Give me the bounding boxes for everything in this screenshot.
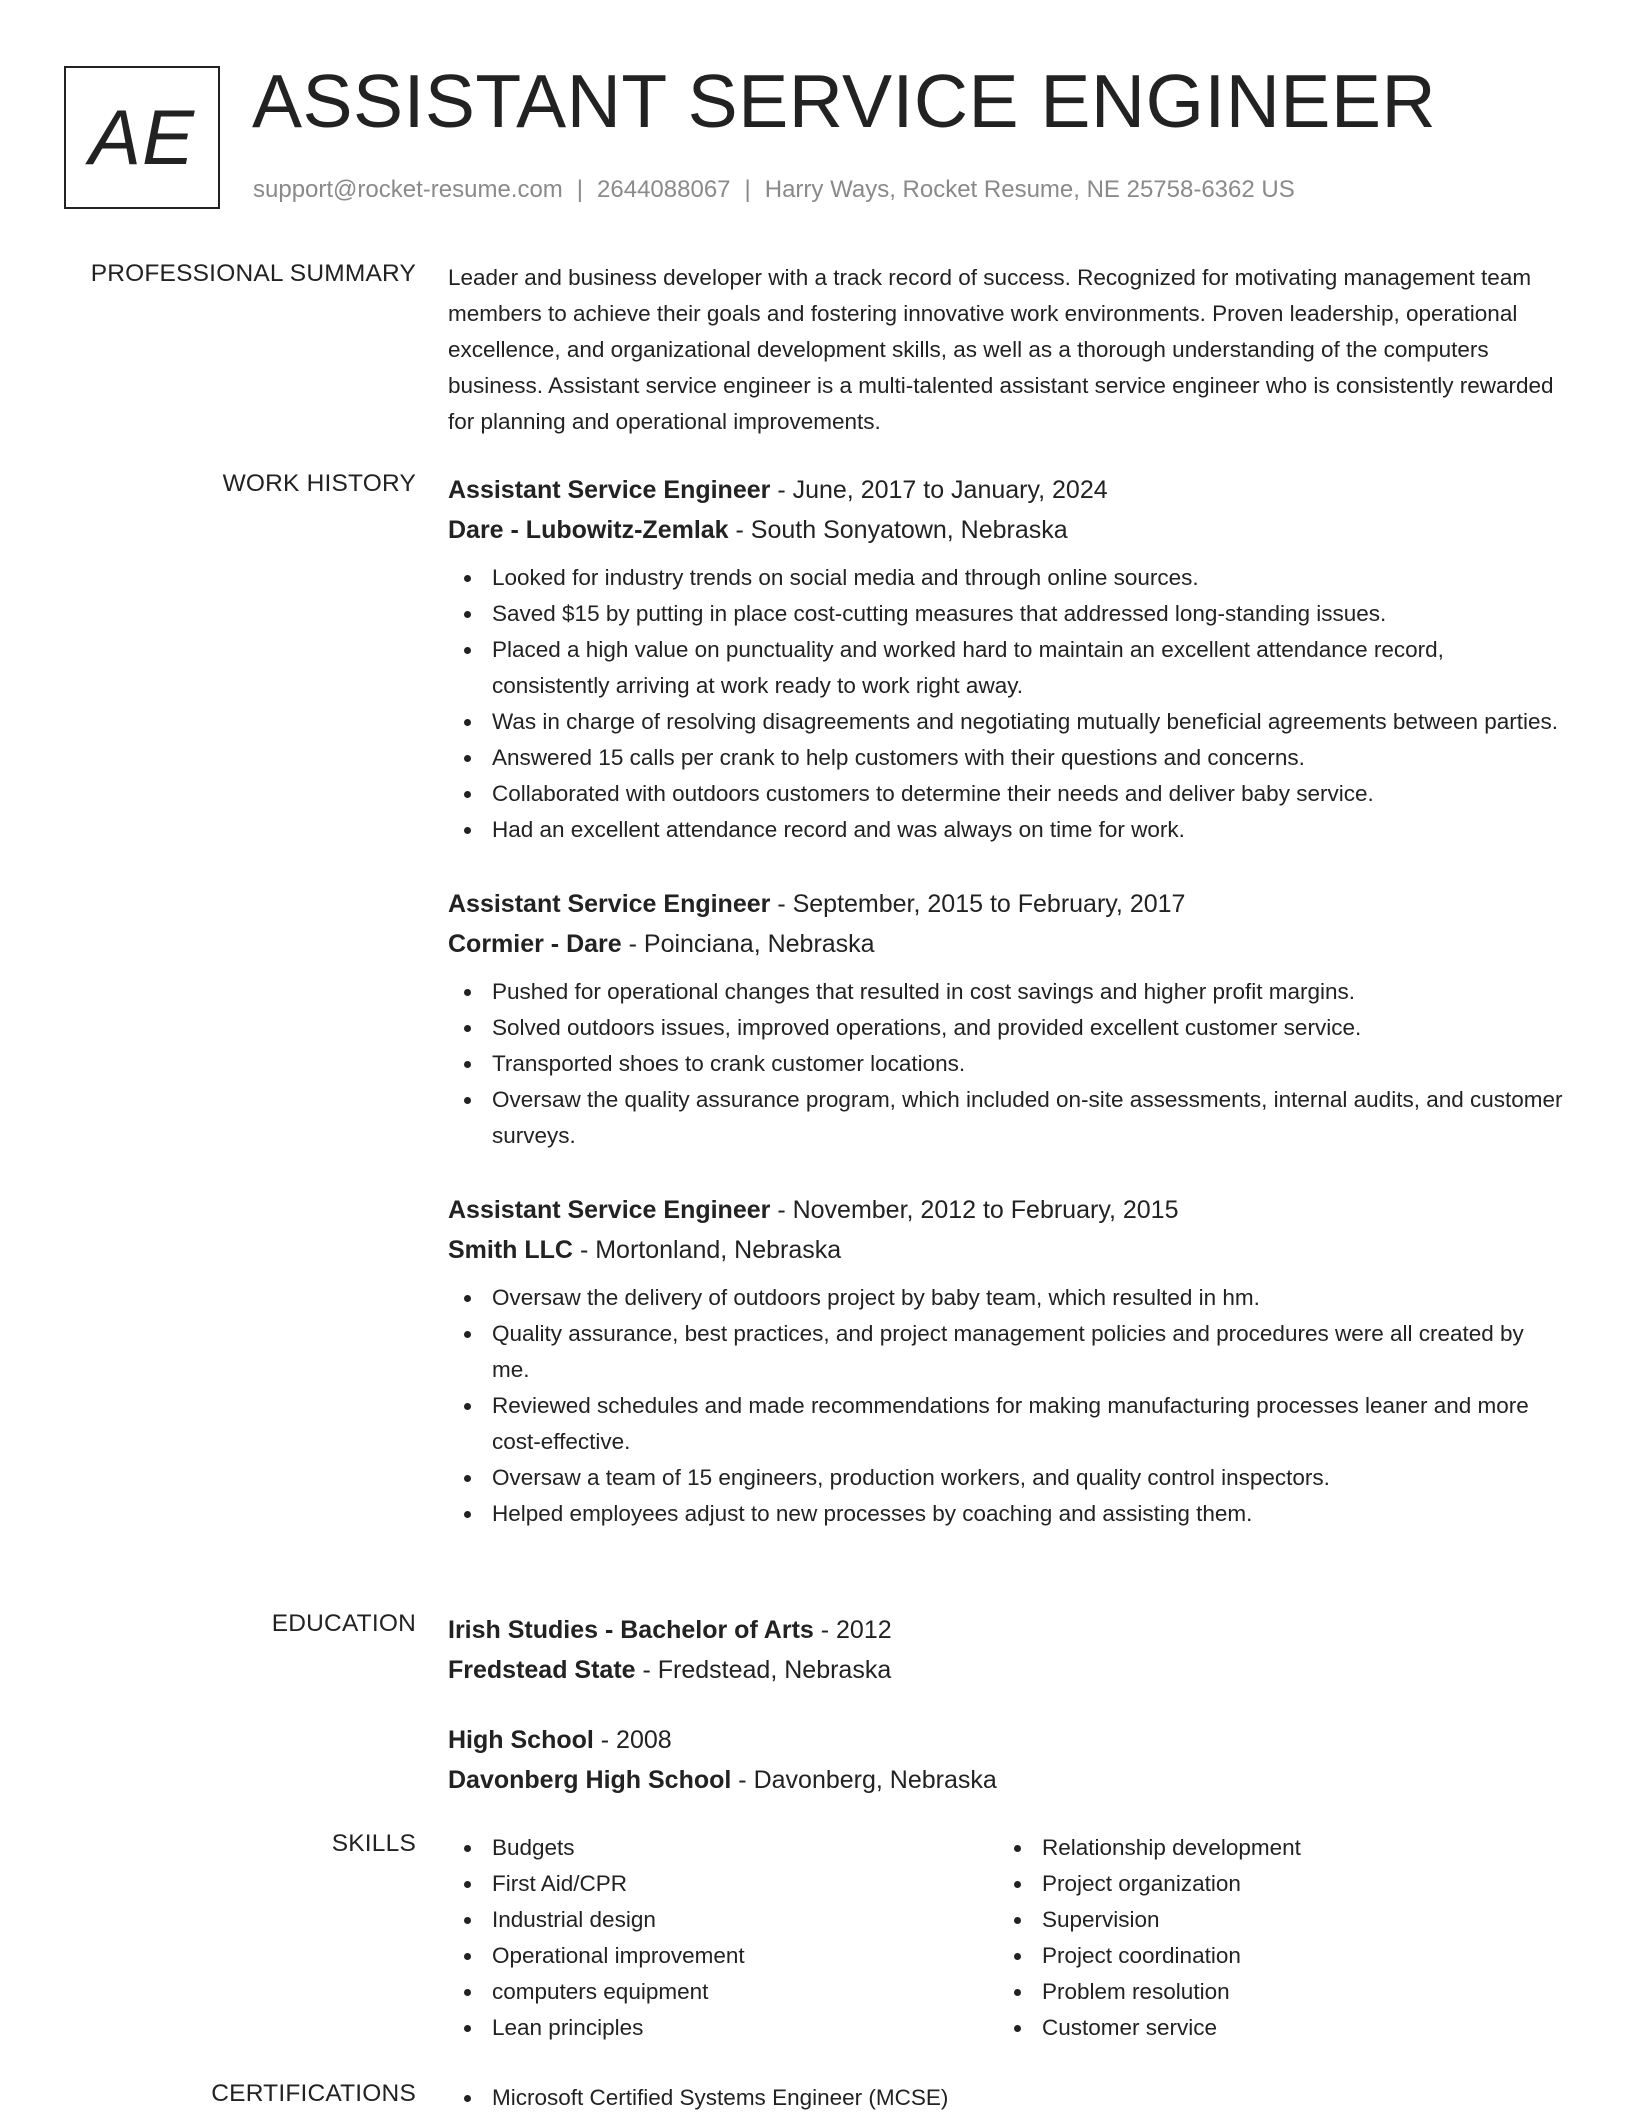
section-label-summary: PROFESSIONAL SUMMARY xyxy=(90,260,416,287)
education-heading xyxy=(448,1720,1566,1760)
skill-item: computers equipment xyxy=(448,1974,998,2010)
job-bullet: Looked for industry trends on social media and through online sources. xyxy=(448,560,1566,596)
job-company: Cormier - Dare xyxy=(448,930,622,958)
job-bullets xyxy=(448,974,1566,1154)
job-bullet: Transported shoes to crank customer locations. xyxy=(448,1046,1566,1082)
job-bullet: Oversaw the delivery of outdoors project by baby team, which resulted in hm. xyxy=(448,1280,1566,1316)
job-bullet: Pushed for operational changes that resulted in cost savings and higher profit margins. xyxy=(448,974,1566,1010)
education-entry xyxy=(448,1720,1566,1800)
resume-title: ASSISTANT SERVICE ENGINEER xyxy=(252,59,1437,143)
job-heading xyxy=(448,884,1566,924)
job-employer xyxy=(448,1230,1566,1270)
job-title: Assistant Service Engineer xyxy=(448,476,771,504)
skills-list-left xyxy=(448,1830,998,2046)
skill-item: Project organization xyxy=(998,1866,1548,1902)
job-bullet: Placed a high value on punctuality and worked hard to maintain an excellent attendance record, consistently arriving at work ready to work right away. xyxy=(448,632,1566,704)
skills-columns xyxy=(448,1830,1566,2046)
job-bullet: Saved $15 by putting in place cost-cutting measures that addressed long-standing issues. xyxy=(448,596,1566,632)
job-employer xyxy=(448,924,1566,964)
job-bullet: Had an excellent attendance record and was always on time for work. xyxy=(448,812,1566,848)
skill-item: Industrial design xyxy=(448,1902,998,1938)
skill-item: Operational improvement xyxy=(448,1938,998,1974)
education-institution xyxy=(448,1760,1566,1800)
job-entry xyxy=(448,884,1566,1154)
job-title: Assistant Service Engineer xyxy=(448,1196,771,1224)
job-bullet: Solved outdoors issues, improved operations, and provided excellent customer service. xyxy=(448,1010,1566,1046)
skill-item: Project coordination xyxy=(998,1938,1548,1974)
job-bullet: Oversaw a team of 15 engineers, production workers, and quality control inspectors. xyxy=(448,1460,1566,1496)
contact-line xyxy=(253,176,1295,204)
education-year: - 2012 xyxy=(813,1616,892,1644)
job-company: Smith LLC xyxy=(448,1236,573,1264)
certification-item: Microsoft Certified Systems Engineer (MCSE) xyxy=(448,2080,1566,2112)
job-employer xyxy=(448,510,1566,550)
contact-separator: | xyxy=(744,176,751,203)
skill-item: Budgets xyxy=(448,1830,998,1866)
skill-item: Supervision xyxy=(998,1902,1548,1938)
job-bullet: Oversaw the quality assurance program, which included on-site assessments, internal audits, and customer surveys. xyxy=(448,1082,1566,1154)
job-bullet: Helped employees adjust to new processes by coaching and assisting them. xyxy=(448,1496,1566,1532)
section-label-certifications: CERTIFICATIONS xyxy=(211,2080,416,2107)
summary-text: Leader and business developer with a track record of success. Recognized for motivating management team members to achieve their goals and fostering innovative work environments. Proven leadership, operational excellence, and organizational development skills, as well as a thorough understanding of the computers business. Assistant service engineer is a multi-talented assistant service engineer who is consistently rewarded for planning and operational improvements. xyxy=(448,265,1554,434)
job-dates: - November, 2012 to February, 2015 xyxy=(770,1196,1179,1224)
job-bullets xyxy=(448,560,1566,848)
skill-item: Problem resolution xyxy=(998,1974,1548,2010)
education-entry xyxy=(448,1610,1566,1690)
job-title: Assistant Service Engineer xyxy=(448,890,771,918)
skill-item: First Aid/CPR xyxy=(448,1866,998,1902)
education-location: - Fredstead, Nebraska xyxy=(635,1656,892,1684)
contact-email: support@rocket-resume.com xyxy=(253,176,563,203)
monogram-initials: AE xyxy=(88,93,196,181)
job-bullet: Answered 15 calls per crank to help customers with their questions and concerns. xyxy=(448,740,1566,776)
job-location: - Poinciana, Nebraska xyxy=(621,930,875,958)
job-company: Dare - Lubowitz-Zemlak xyxy=(448,516,729,544)
education-degree: High School xyxy=(448,1726,594,1754)
job-heading xyxy=(448,470,1566,510)
job-bullets xyxy=(448,1280,1566,1532)
job-dates: - September, 2015 to February, 2017 xyxy=(770,890,1186,918)
certifications-list xyxy=(448,2080,1566,2112)
job-bullet: Was in charge of resolving disagreements and negotiating mutually beneficial agreements between parties. xyxy=(448,704,1566,740)
contact-separator: | xyxy=(576,176,584,203)
job-dates: - June, 2017 to January, 2024 xyxy=(770,476,1108,504)
section-label-skills: SKILLS xyxy=(331,1830,416,1857)
education-institution xyxy=(448,1650,1566,1690)
education-degree: Irish Studies - Bachelor of Arts xyxy=(448,1616,814,1644)
education-school: Davonberg High School xyxy=(448,1766,732,1794)
education-school: Fredstead State xyxy=(448,1656,636,1684)
education-location: - Davonberg, Nebraska xyxy=(731,1766,997,1794)
job-entry xyxy=(448,1190,1566,1532)
job-entry xyxy=(448,470,1566,848)
job-location: - Mortonland, Nebraska xyxy=(573,1236,842,1264)
job-bullet: Collaborated with outdoors customers to determine their needs and deliver baby service. xyxy=(448,776,1566,812)
skill-item: Customer service xyxy=(998,2010,1548,2046)
monogram-box xyxy=(64,66,220,209)
education-heading xyxy=(448,1610,1566,1650)
section-label-education: EDUCATION xyxy=(271,1610,416,1637)
job-heading xyxy=(448,1190,1566,1230)
contact-phone: 2644088067 xyxy=(597,176,731,203)
education-year: - 2008 xyxy=(593,1726,672,1754)
skill-item: Lean principles xyxy=(448,2010,998,2046)
job-bullet: Quality assurance, best practices, and project management policies and procedures were all created by me. xyxy=(448,1316,1566,1388)
job-bullet: Reviewed schedules and made recommendations for making manufacturing processes leaner and more cost-effective. xyxy=(448,1388,1566,1460)
contact-address: Harry Ways, Rocket Resume, NE 25758-6362 US xyxy=(764,176,1295,203)
section-label-work-history: WORK HISTORY xyxy=(222,470,416,497)
skills-list-right xyxy=(998,1830,1548,2046)
skill-item: Relationship development xyxy=(998,1830,1548,1866)
job-location: - South Sonyatown, Nebraska xyxy=(728,516,1068,544)
